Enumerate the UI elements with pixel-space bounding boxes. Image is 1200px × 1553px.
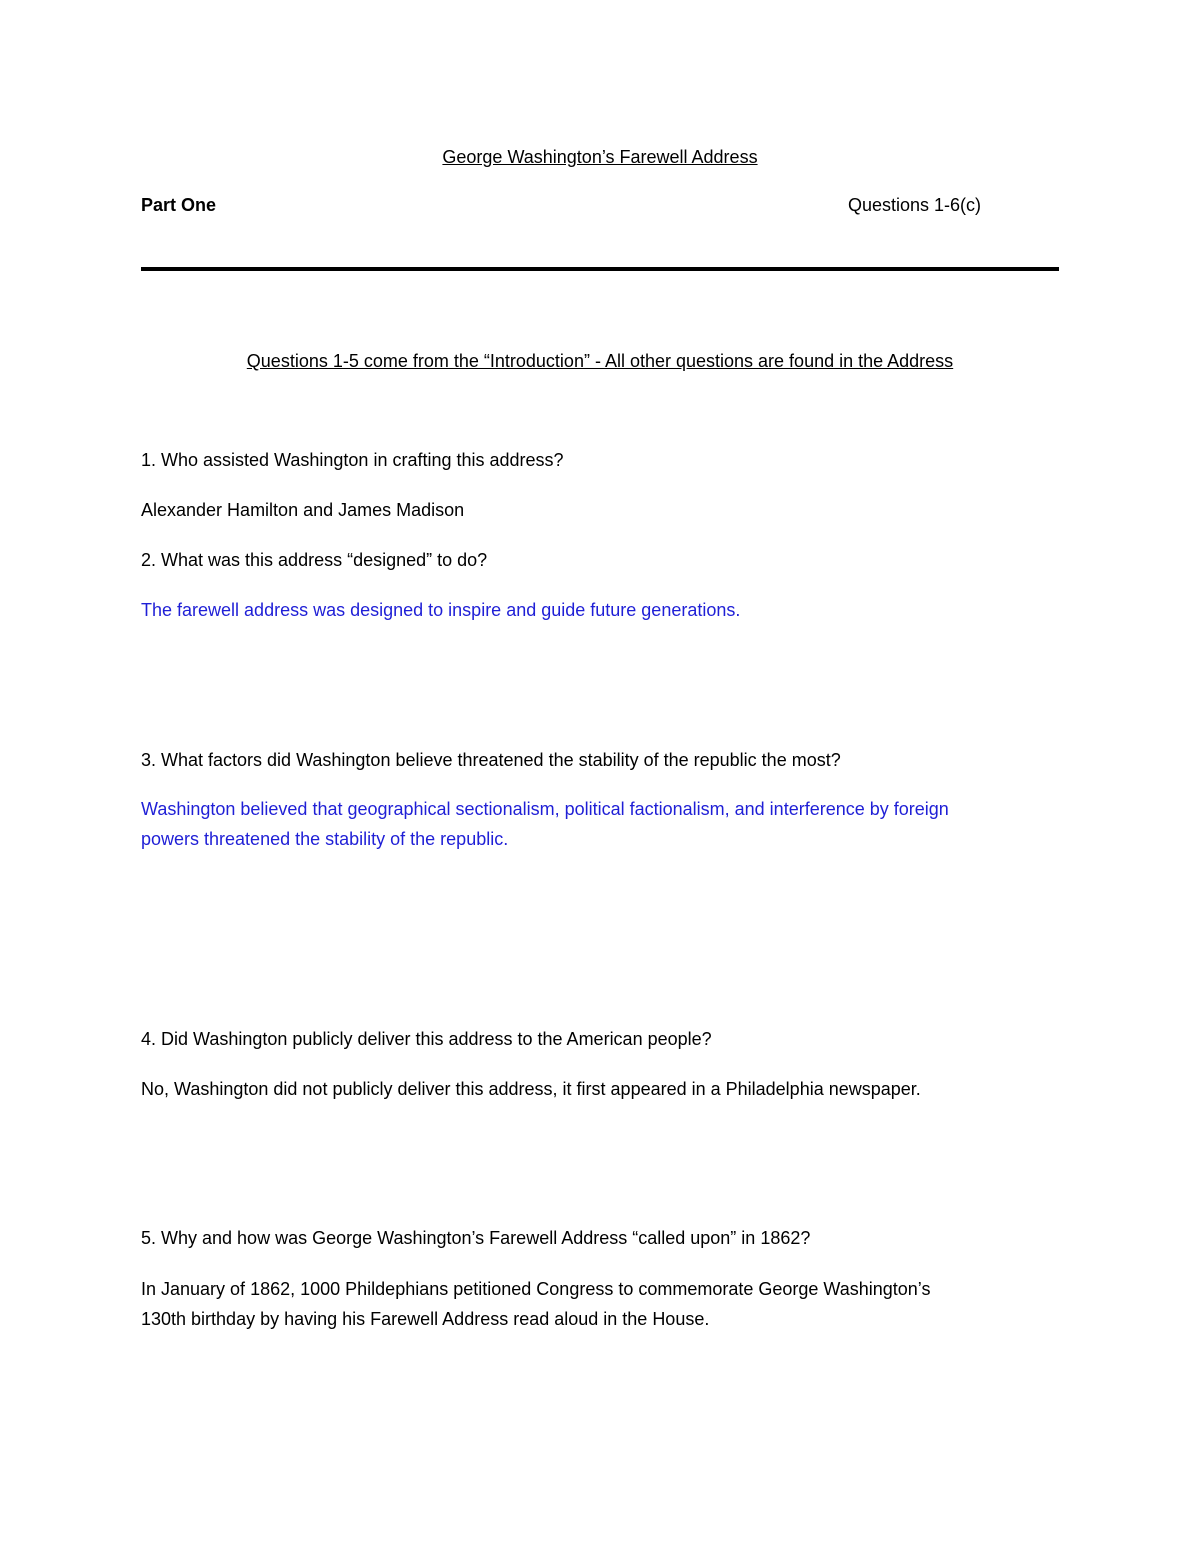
answer-5-line-1: In January of 1862, 1000 Phildephians petitioned Congress to commemorate George Washington’s: [141, 1279, 931, 1299]
answer-5-line-2: 130th birthday by having his Farewell Address read aloud in the House.: [141, 1309, 710, 1329]
answer-4: No, Washington did not publicly deliver this address, it first appeared in a Philadelphia newspaper.: [141, 1079, 921, 1099]
answer-3-line-1: Washington believed that geographical sectionalism, political factionalism, and interference by foreign: [141, 799, 949, 819]
question-2: 2. What was this address “designed” to do?: [141, 550, 488, 570]
answer-2: The farewell address was designed to inspire and guide future generations.: [141, 600, 741, 620]
question-5: 5. Why and how was George Washington’s Farewell Address “called upon” in 1862?: [141, 1228, 811, 1248]
question-3: 3. What factors did Washington believe threatened the stability of the republic the most?: [141, 750, 841, 770]
answer-1: Alexander Hamilton and James Madison: [141, 500, 465, 520]
document-title: George Washington’s Farewell Address: [442, 147, 758, 167]
part-question-range: Questions 1-6(c): [848, 195, 982, 215]
part-label: Part One: [141, 195, 217, 215]
horizontal-rule: [141, 267, 1059, 271]
answer-3-line-2: powers threatened the stability of the republic.: [141, 829, 509, 849]
question-1: 1. Who assisted Washington in crafting this address?: [141, 450, 564, 470]
question-4: 4. Did Washington publicly deliver this address to the American people?: [141, 1029, 712, 1049]
instructions-heading: Questions 1-5 come from the “Introduction” - All other questions are found in the Address: [246, 351, 954, 371]
